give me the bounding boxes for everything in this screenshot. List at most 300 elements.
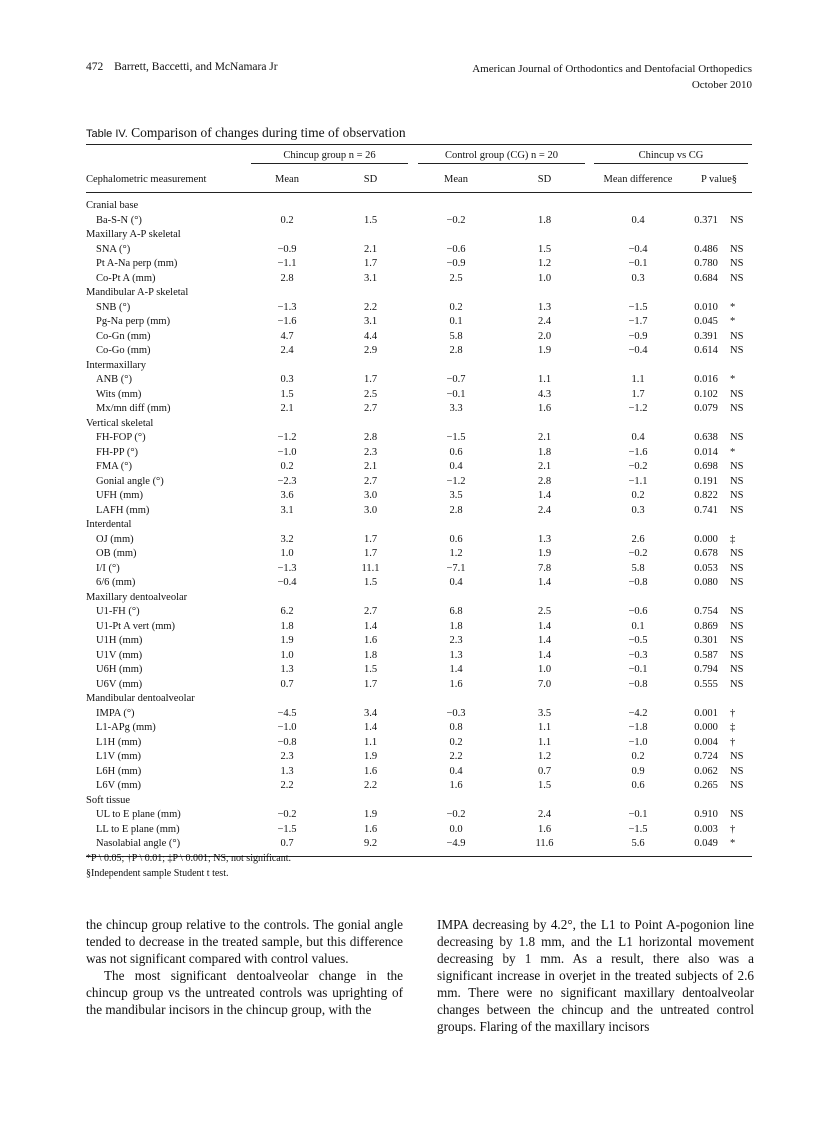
- chincup-mean-cell: 2.3: [280, 751, 294, 763]
- mean-difference-cell: 0.1: [631, 620, 645, 632]
- table-row: [86, 779, 752, 794]
- mean-difference-cell: −0.4: [628, 345, 648, 357]
- significance-cell: †: [730, 707, 736, 719]
- p-value-cell: 0.000: [694, 722, 718, 734]
- chincup-sd-cell: 3.1: [363, 272, 378, 284]
- chincup-sd-cell: 2.8: [363, 432, 378, 444]
- mean-difference-cell: 2.6: [631, 533, 645, 545]
- measurement-cell: LAFH (mm): [96, 504, 150, 516]
- table-row: [86, 678, 752, 693]
- table-section-row: [86, 228, 752, 243]
- table-row: [86, 736, 752, 751]
- chincup-sd-cell: 2.9: [363, 345, 378, 357]
- control-sd-cell: 1.5: [537, 780, 552, 792]
- body-paragraph: the chincup group relative to the controls. The gonial angle tended to decrease in the treated sample, but this difference was not significant compared with control values.: [86, 917, 403, 966]
- chincup-mean-cell: 0.3: [280, 374, 294, 386]
- control-mean-cell: −0.1: [446, 388, 466, 400]
- control-mean-cell: 0.2: [449, 301, 463, 313]
- measurement-cell: FH-FOP (°): [96, 432, 146, 444]
- control-sd-cell: 1.1: [537, 374, 552, 386]
- body-paragraph: IMPA decreasing by 4.2°, the L1 to Point A-pogonion line decreasing by 1.8 mm, and the L1 horizontal movement decreasing by 1 mm. As a result, there also was a significant increase in overjet in the treated subjects of 2.6 mm. There were no significant maxillary dentoalveolar changes between the chincup and the untreated control groups. Flaring of the maxillary incisors: [437, 917, 754, 1034]
- p-value-cell: 0.391: [694, 330, 718, 342]
- table-row: [86, 504, 752, 519]
- control-sd-cell: 1.9: [537, 345, 552, 357]
- p-value-cell: 0.794: [694, 664, 718, 676]
- mean-difference-cell: −1.1: [628, 475, 648, 487]
- control-sd-cell: 1.8: [537, 214, 552, 226]
- measurement-cell: U1V (mm): [96, 649, 143, 661]
- significance-cell: NS: [730, 577, 744, 589]
- p-value-cell: 0.614: [694, 345, 718, 357]
- chincup-sd-cell: 1.9: [363, 809, 378, 821]
- significance-cell: NS: [730, 649, 744, 661]
- p-value-cell: 0.016: [694, 374, 718, 386]
- body-column-right: [437, 916, 754, 1035]
- chincup-sd-cell: 1.6: [363, 823, 378, 835]
- significance-cell: NS: [730, 272, 744, 284]
- mean-difference-cell: −0.2: [628, 461, 648, 473]
- p-value-cell: 0.079: [694, 403, 718, 415]
- section-label: Maxillary A-P skeletal: [86, 229, 181, 241]
- control-mean-cell: 1.8: [449, 620, 463, 632]
- chincup-sd-cell: 2.2: [363, 301, 378, 313]
- chincup-sd-cell: 2.2: [363, 780, 378, 792]
- chincup-sd-cell: 11.1: [361, 562, 380, 574]
- control-mean-cell: 0.4: [449, 765, 463, 777]
- control-mean-cell: −7.1: [446, 562, 466, 574]
- measurement-cell: I/I (°): [96, 562, 120, 574]
- chincup-mean-cell: 4.7: [280, 330, 294, 342]
- mean-difference-cell: −0.5: [628, 635, 648, 647]
- significance-cell: NS: [730, 388, 744, 400]
- table-footnotes: [86, 851, 291, 881]
- chincup-sd-cell: 1.8: [363, 649, 378, 661]
- control-mean-cell: −0.7: [446, 374, 466, 386]
- significance-cell: NS: [730, 664, 744, 676]
- table-body: [86, 193, 752, 857]
- control-mean-cell: −1.2: [446, 475, 466, 487]
- control-sd-cell: 7.0: [537, 678, 552, 690]
- chincup-mean-cell: 2.8: [280, 272, 294, 284]
- p-value-cell: 0.587: [694, 649, 718, 661]
- chincup-mean-cell: −1.0: [277, 446, 297, 458]
- measurement-cell: Gonial angle (°): [96, 475, 164, 487]
- mean-difference-cell: −1.6: [628, 446, 648, 458]
- mean-difference-cell: 1.7: [631, 388, 645, 400]
- control-sd-cell: 1.3: [537, 301, 552, 313]
- table-row: [86, 330, 752, 345]
- measurement-cell: Nasolabial angle (°): [96, 838, 181, 850]
- control-sd-cell: 1.1: [537, 736, 552, 748]
- chincup-mean-cell: 1.5: [280, 388, 294, 400]
- significance-cell: *: [730, 301, 736, 313]
- mean-difference-cell: −0.3: [628, 649, 648, 661]
- chincup-mean-cell: −0.2: [277, 809, 297, 821]
- significance-cell: NS: [730, 214, 744, 226]
- table-row: [86, 576, 752, 591]
- p-value-cell: 0.001: [694, 707, 718, 719]
- p-value-cell: 0.003: [694, 823, 718, 835]
- table-section-row: [86, 692, 752, 707]
- significance-cell: *: [730, 374, 736, 386]
- p-value-cell: 0.080: [694, 577, 718, 589]
- significance-cell: NS: [730, 606, 744, 618]
- table-section-row: [86, 518, 752, 533]
- measurement-cell: L6V (mm): [96, 780, 142, 792]
- significance-cell: NS: [730, 562, 744, 574]
- table-row: [86, 808, 752, 823]
- significance-cell: NS: [730, 461, 744, 473]
- chincup-mean-cell: −1.3: [277, 562, 297, 574]
- measurement-cell: Co-Go (mm): [96, 345, 151, 357]
- measurement-cell: Co-Gn (mm): [96, 330, 151, 342]
- chincup-sd-cell: 1.5: [363, 664, 378, 676]
- mean-difference-cell: 0.4: [631, 432, 645, 444]
- chincup-sd-cell: 4.4: [363, 330, 378, 342]
- control-mean-cell: −0.3: [446, 707, 466, 719]
- significance-cell: NS: [730, 809, 744, 821]
- chincup-sd-cell: 1.5: [363, 577, 378, 589]
- table-row: [86, 431, 752, 446]
- table-row: [86, 214, 752, 229]
- p-value-cell: 0.638: [694, 432, 718, 444]
- control-mean-cell: 2.8: [449, 345, 463, 357]
- chincup-mean-cell: 1.3: [280, 664, 294, 676]
- authors: Barrett, Baccetti, and McNamara Jr: [114, 61, 278, 73]
- table-section-row: [86, 193, 752, 214]
- mean-difference-cell: −1.8: [628, 722, 648, 734]
- significance-cell: NS: [730, 678, 744, 690]
- measurement-cell: LL to E plane (mm): [96, 823, 180, 835]
- significance-cell: NS: [730, 490, 744, 502]
- control-mean-cell: −4.9: [446, 838, 466, 850]
- significance-cell: †: [730, 736, 736, 748]
- p-value-cell: 0.555: [694, 678, 718, 690]
- chincup-mean-cell: −1.2: [277, 432, 297, 444]
- significance-cell: *: [730, 838, 736, 850]
- control-mean-cell: 0.4: [449, 577, 463, 589]
- chincup-sd-cell: 3.0: [363, 490, 378, 502]
- control-sd-cell: 11.6: [535, 838, 554, 850]
- chincup-sd-cell: 1.1: [363, 736, 378, 748]
- chincup-mean-cell: −1.3: [277, 301, 297, 313]
- p-value-cell: 0.910: [694, 809, 718, 821]
- control-sd-cell: 1.4: [537, 649, 552, 661]
- chincup-sd-cell: 2.7: [363, 475, 378, 487]
- control-sd-cell: 1.6: [537, 823, 552, 835]
- chincup-sd-cell: 1.4: [363, 722, 378, 734]
- p-value-cell: 0.010: [694, 301, 718, 313]
- p-value-cell: 0.062: [694, 765, 718, 777]
- control-mean-cell: 0.0: [449, 823, 463, 835]
- control-mean-cell: 0.8: [449, 722, 463, 734]
- column-header: Mean difference: [603, 174, 673, 185]
- measurement-cell: Co-Pt A (mm): [96, 272, 156, 284]
- mean-difference-cell: −1.5: [628, 823, 648, 835]
- control-mean-cell: 6.8: [449, 606, 463, 618]
- table-row: [86, 634, 752, 649]
- control-mean-cell: 2.2: [449, 751, 463, 763]
- group-header-control: Control group (CG) n = 20: [413, 145, 590, 167]
- control-sd-cell: 2.1: [537, 432, 552, 444]
- table-caption: [86, 125, 406, 141]
- measurement-cell: UFH (mm): [96, 490, 143, 502]
- mean-difference-cell: −0.8: [628, 577, 648, 589]
- mean-difference-cell: −1.2: [628, 403, 648, 415]
- significance-cell: NS: [730, 504, 744, 516]
- control-sd-cell: 1.3: [537, 533, 552, 545]
- significance-cell: NS: [730, 432, 744, 444]
- measurement-cell: Mx/mn diff (mm): [96, 403, 171, 415]
- page-number: 472: [86, 61, 104, 73]
- significance-cell: NS: [730, 345, 744, 357]
- mean-difference-cell: −1.7: [628, 316, 648, 328]
- chincup-mean-cell: 3.6: [280, 490, 294, 502]
- control-sd-cell: 1.2: [537, 751, 552, 763]
- table-section-row: [86, 591, 752, 606]
- measurement-cell: Pt A-Na perp (mm): [96, 258, 178, 270]
- table-row: [86, 823, 752, 838]
- measurement-cell: UL to E plane (mm): [96, 809, 181, 821]
- body-column-left: [86, 916, 403, 1018]
- p-value-cell: 0.301: [694, 635, 718, 647]
- p-value-cell: 0.102: [694, 388, 718, 400]
- chincup-sd-cell: 1.7: [363, 678, 378, 690]
- body-paragraph: The most significant dentoalveolar change in the chincup group vs the untreated controls was uprighting of the mandibular incisors in the chincup group, with the: [86, 968, 403, 1017]
- table-row: [86, 605, 752, 620]
- control-sd-cell: 2.4: [537, 504, 552, 516]
- significance-cell: NS: [730, 330, 744, 342]
- control-mean-cell: 1.2: [449, 548, 463, 560]
- table-row: [86, 562, 752, 577]
- mean-difference-cell: 0.3: [631, 504, 645, 516]
- significance-cell: ‡: [730, 533, 736, 545]
- chincup-sd-cell: 1.7: [363, 548, 378, 560]
- chincup-sd-cell: 2.1: [363, 461, 378, 473]
- control-sd-cell: 1.0: [537, 664, 552, 676]
- chincup-sd-cell: 2.3: [363, 446, 378, 458]
- measurement-cell: U1-FH (°): [96, 606, 140, 618]
- table-row: [86, 547, 752, 562]
- table-row: [86, 620, 752, 635]
- column-header: Cephalometric measurement: [86, 174, 207, 185]
- p-value-cell: 0.371: [694, 214, 718, 226]
- running-head-left: [86, 61, 278, 73]
- section-label: Soft tissue: [86, 794, 131, 806]
- results-table-container: [86, 144, 752, 857]
- control-sd-cell: 1.4: [537, 490, 552, 502]
- control-mean-cell: −0.9: [446, 258, 466, 270]
- control-sd-cell: 1.8: [537, 446, 552, 458]
- column-header: Mean: [444, 174, 468, 185]
- chincup-sd-cell: 9.2: [363, 838, 378, 850]
- control-sd-cell: 1.4: [537, 577, 552, 589]
- chincup-sd-cell: 2.5: [363, 388, 378, 400]
- chincup-mean-cell: 1.9: [280, 635, 294, 647]
- control-sd-cell: 1.4: [537, 635, 552, 647]
- significance-cell: NS: [730, 258, 744, 270]
- measurement-cell: SNB (°): [96, 301, 131, 313]
- chincup-mean-cell: 0.2: [280, 214, 294, 226]
- p-value-cell: 0.754: [694, 606, 718, 618]
- p-value-cell: 0.822: [694, 490, 718, 502]
- mean-difference-cell: −0.1: [628, 809, 648, 821]
- section-label: Mandibular A-P skeletal: [86, 287, 189, 299]
- chincup-mean-cell: 0.7: [280, 838, 294, 850]
- significance-cell: NS: [730, 620, 744, 632]
- control-sd-cell: 7.8: [537, 562, 552, 574]
- control-sd-cell: 1.6: [537, 403, 552, 415]
- table-row: [86, 475, 752, 490]
- table-row: [86, 460, 752, 475]
- table-section-row: [86, 794, 752, 809]
- significance-cell: NS: [730, 475, 744, 487]
- mean-difference-cell: 5.8: [631, 562, 645, 574]
- control-mean-cell: 2.5: [449, 272, 463, 284]
- significance-cell: NS: [730, 635, 744, 647]
- table-row: [86, 707, 752, 722]
- control-mean-cell: −0.2: [446, 809, 466, 821]
- table-row: [86, 301, 752, 316]
- mean-difference-cell: 0.6: [631, 780, 645, 792]
- p-value-cell: 0.045: [694, 316, 718, 328]
- control-mean-cell: −0.2: [446, 214, 466, 226]
- journal-name: American Journal of Orthodontics and Dentofacial Orthopedics: [472, 63, 752, 75]
- chincup-mean-cell: −0.9: [277, 243, 297, 255]
- measurement-cell: FH-PP (°): [96, 446, 139, 458]
- p-value-cell: 0.684: [694, 272, 718, 284]
- control-mean-cell: 2.3: [449, 635, 463, 647]
- chincup-sd-cell: 2.7: [363, 403, 378, 415]
- table-row: [86, 446, 752, 461]
- chincup-mean-cell: 1.0: [280, 548, 294, 560]
- control-mean-cell: 3.5: [449, 490, 463, 502]
- significance-cell: *: [730, 316, 736, 328]
- mean-difference-cell: 1.1: [631, 374, 645, 386]
- table-row: [86, 649, 752, 664]
- control-sd-cell: 0.7: [537, 765, 552, 777]
- control-sd-cell: 2.5: [537, 606, 552, 618]
- measurement-cell: U1-Pt A vert (mm): [96, 620, 176, 632]
- chincup-mean-cell: 1.3: [280, 765, 294, 777]
- table-row: [86, 272, 752, 287]
- measurement-cell: FMA (°): [96, 461, 132, 473]
- control-sd-cell: 1.1: [537, 722, 552, 734]
- chincup-mean-cell: −4.5: [277, 707, 297, 719]
- chincup-sd-cell: 3.0: [363, 504, 378, 516]
- measurement-cell: IMPA (°): [96, 707, 135, 719]
- control-sd-cell: 2.4: [537, 809, 552, 821]
- control-mean-cell: 5.8: [449, 330, 463, 342]
- p-value-cell: 0.741: [694, 504, 718, 516]
- chincup-sd-cell: 1.6: [363, 635, 378, 647]
- section-label: Intermaxillary: [86, 359, 147, 371]
- mean-difference-cell: −0.2: [628, 548, 648, 560]
- chincup-sd-cell: 1.7: [363, 258, 378, 270]
- measurement-cell: 6/6 (mm): [96, 577, 136, 589]
- p-value-cell: 0.265: [694, 780, 718, 792]
- section-label: Cranial base: [86, 200, 139, 212]
- measurement-cell: Pg-Na perp (mm): [96, 316, 171, 328]
- p-value-cell: 0.049: [694, 838, 718, 850]
- chincup-mean-cell: 2.4: [280, 345, 294, 357]
- significance-cell: NS: [730, 403, 744, 415]
- group-header-spacer: [86, 145, 246, 167]
- column-header: P value§: [700, 174, 738, 185]
- chincup-mean-cell: 6.2: [280, 606, 294, 618]
- significance-cell: †: [730, 823, 736, 835]
- control-mean-cell: 0.4: [449, 461, 463, 473]
- table-row: [86, 533, 752, 548]
- significance-cell: NS: [730, 765, 744, 777]
- table-row: [86, 344, 752, 359]
- chincup-mean-cell: −0.8: [277, 736, 297, 748]
- group-header-chincup: Chincup group n = 26: [246, 145, 413, 167]
- chincup-mean-cell: 1.0: [280, 649, 294, 661]
- table-row: [86, 663, 752, 678]
- table-row: [86, 257, 752, 272]
- chincup-sd-cell: 3.1: [363, 316, 378, 328]
- mean-difference-cell: 0.9: [631, 765, 645, 777]
- column-header: Mean: [275, 174, 299, 185]
- chincup-sd-cell: 1.9: [363, 751, 378, 763]
- control-mean-cell: 2.8: [449, 504, 463, 516]
- control-mean-cell: 1.4: [449, 664, 463, 676]
- significance-cell: NS: [730, 751, 744, 763]
- measurement-cell: L6H (mm): [96, 765, 142, 777]
- control-sd-cell: 1.9: [537, 548, 552, 560]
- control-sd-cell: 2.1: [537, 461, 552, 473]
- chincup-mean-cell: 0.2: [280, 461, 294, 473]
- mean-difference-cell: −0.6: [628, 606, 648, 618]
- chincup-mean-cell: 3.2: [280, 533, 294, 545]
- chincup-mean-cell: −1.0: [277, 722, 297, 734]
- control-sd-cell: 2.8: [537, 475, 552, 487]
- chincup-mean-cell: 1.8: [280, 620, 294, 632]
- section-label: Mandibular dentoalveolar: [86, 693, 195, 705]
- control-mean-cell: 3.3: [449, 403, 463, 415]
- measurement-cell: ANB (°): [96, 374, 132, 386]
- measurement-cell: U6H (mm): [96, 664, 143, 676]
- p-value-cell: 0.000: [694, 533, 718, 545]
- table-row: [86, 402, 752, 417]
- chincup-sd-cell: 1.6: [363, 765, 378, 777]
- measurement-cell: OJ (mm): [96, 533, 134, 545]
- chincup-mean-cell: 2.2: [280, 780, 294, 792]
- chincup-sd-cell: 2.7: [363, 606, 378, 618]
- table-row: [86, 750, 752, 765]
- p-value-cell: 0.698: [694, 461, 718, 473]
- footnote-test: §Independent sample Student t test.: [86, 868, 229, 879]
- mean-difference-cell: −0.4: [628, 243, 648, 255]
- table-section-row: [86, 417, 752, 432]
- issue-date: October 2010: [691, 79, 752, 91]
- chincup-mean-cell: −1.6: [277, 316, 297, 328]
- table-label: Table IV.: [86, 128, 128, 140]
- control-mean-cell: 1.6: [449, 678, 463, 690]
- control-sd-cell: 3.5: [537, 707, 552, 719]
- control-sd-cell: 1.0: [537, 272, 552, 284]
- chincup-sd-cell: 1.7: [363, 374, 378, 386]
- control-mean-cell: −0.6: [446, 243, 466, 255]
- measurement-cell: OB (mm): [96, 548, 137, 560]
- control-mean-cell: 0.6: [449, 533, 463, 545]
- p-value-cell: 0.191: [694, 475, 718, 487]
- mean-difference-cell: −0.8: [628, 678, 648, 690]
- control-sd-cell: 1.5: [537, 243, 552, 255]
- mean-difference-cell: 5.6: [631, 838, 645, 850]
- chincup-sd-cell: 1.7: [363, 533, 378, 545]
